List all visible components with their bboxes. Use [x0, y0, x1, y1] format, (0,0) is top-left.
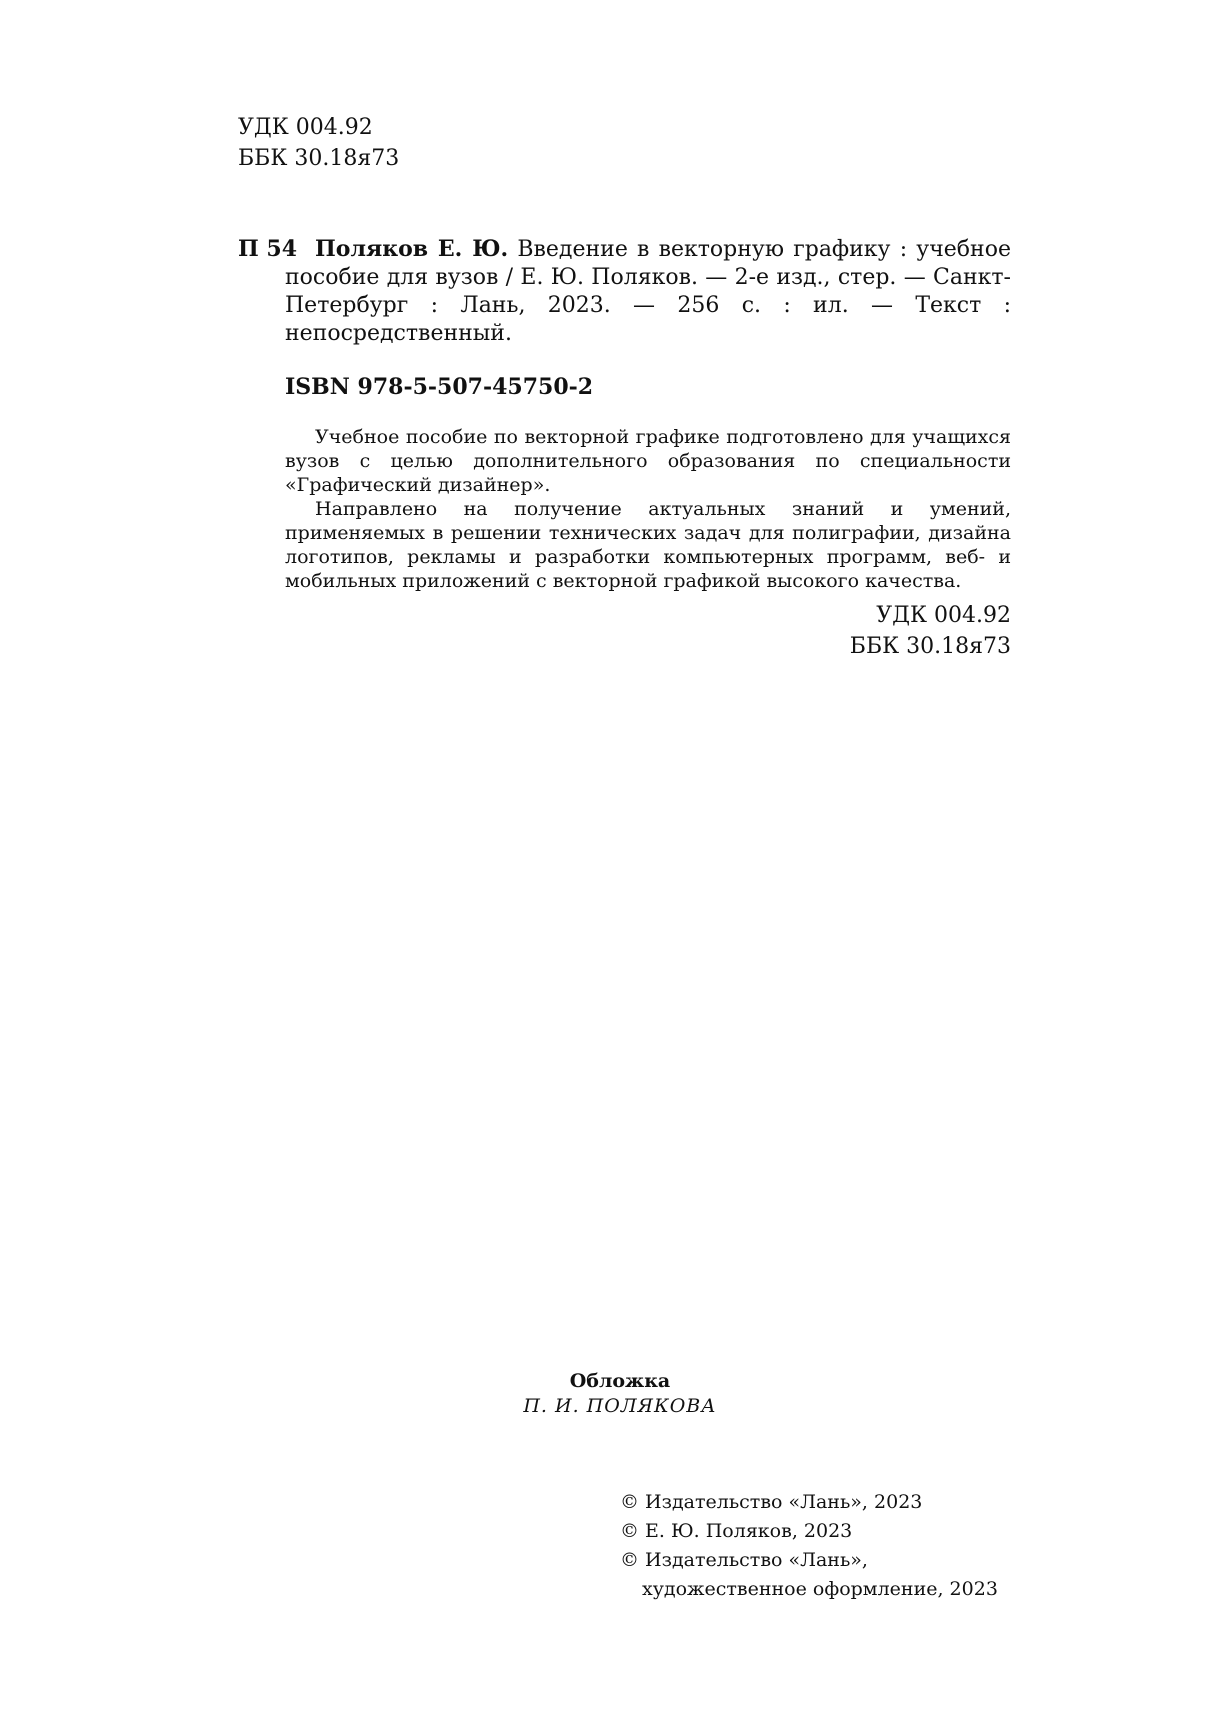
top-classification-codes — [238, 112, 399, 174]
author-sign: П 54 — [238, 236, 298, 262]
author-name: Поляков Е. Ю. — [315, 236, 509, 262]
copyright-line: © Издательство «Лань», 2023 — [620, 1491, 923, 1513]
cover-credit — [460, 1369, 780, 1419]
udk-code: УДК 004.92 — [876, 603, 1011, 628]
copyright-line: © Е. Ю. Поляков, 2023 — [620, 1520, 853, 1542]
copyright-line: художественное оформление, 2023 — [642, 1578, 998, 1600]
isbn: ISBN 978-5-507-45750-2 — [285, 374, 594, 400]
copyright-line: © Издательство «Лань», — [620, 1549, 868, 1571]
bbk-code: ББК 30.18я73 — [238, 146, 400, 171]
bibliographic-text — [285, 235, 1011, 348]
bottom-classification-codes — [850, 600, 1011, 662]
annotation — [285, 425, 1011, 593]
bibliographic-entry — [238, 235, 1011, 348]
annotation-paragraph: Учебное пособие по векторной графике подготовлено для учащихся вузов с целью дополнительного образования по специальности «Графический дизайнер». — [285, 426, 1011, 496]
bibliographic-description: Введение в векторную графику : учебное пособие для вузов / Е. Ю. Поляков. — 2-е изд., стер. — Санкт-Петербург : Лань, 2023. — 256 с. : ил. — Текст : непосредственный. — [285, 237, 1011, 346]
cover-label: Обложка — [569, 1370, 671, 1392]
cover-designer: П. И. ПОЛЯКОВА — [523, 1395, 717, 1417]
bbk-code: ББК 30.18я73 — [849, 634, 1011, 659]
annotation-paragraph: Направлено на получение актуальных знаний и умений, применяемых в решении технических задач для полиграфии, дизайна логотипов, рекламы и разработки компьютерных программ, веб- и мобильных приложений с векторной графикой высокого качества. — [285, 498, 1011, 592]
copyright-block — [620, 1488, 998, 1604]
udk-code: УДК 004.92 — [238, 115, 373, 140]
